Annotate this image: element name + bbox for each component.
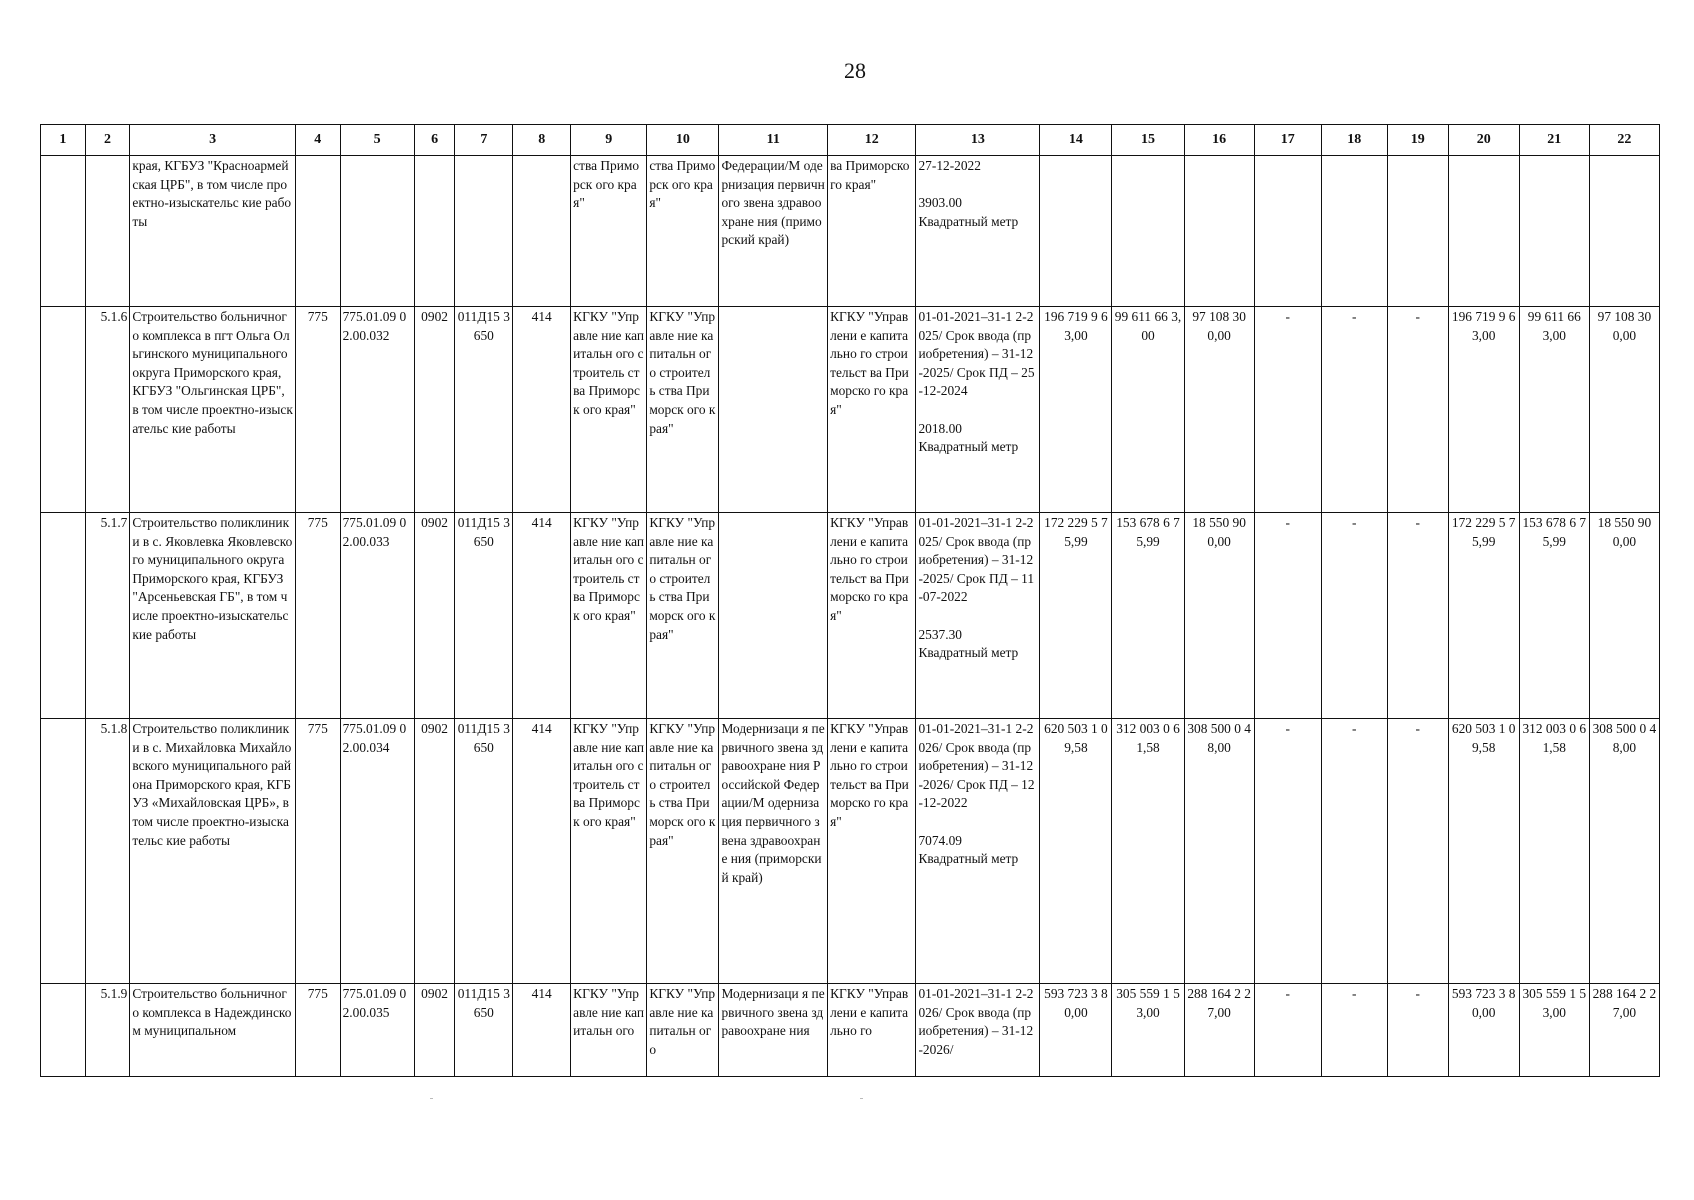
cell-col-19: - [1387, 719, 1448, 984]
column-header-1: 1 [41, 125, 86, 156]
column-header-5: 5 [340, 125, 414, 156]
cell-col-20: 593 723 3 80,00 [1448, 984, 1519, 1077]
cell-col-13: 01-01-2021–31-1 2-2026/ Срок ввода (приобретения) – 31-12-2026/ Срок ПД – 12-12-2022 7074.09 Квадратный метр [916, 719, 1040, 984]
cell-col-14: 593 723 3 80,00 [1040, 984, 1112, 1077]
cell-col-3: края, КГБУЗ "Красноармейская ЦРБ", в том числе проектно-изыскательс кие работы [130, 156, 296, 307]
cell-col-9: ства Приморск ого края" [571, 156, 647, 307]
cell-col-11: Модернизаци я первичного звена здравоохране ния [719, 984, 828, 1077]
cell-col-11: Федерации/М одернизация первичного звена здравоохране ния (приморский край) [719, 156, 828, 307]
cell-col-17: - [1254, 307, 1321, 513]
cell-col-3: Строительство поликлиники в с. Михайловка Михайловского муниципального района Приморского края, КГБУЗ «Михайловская ЦРБ», в том числе проектно-изыскательс кие работы [130, 719, 296, 984]
cell-col-19 [1387, 156, 1448, 307]
column-header-7: 7 [455, 125, 513, 156]
table-row [41, 307, 1660, 513]
cell-col-16: 18 550 90 0,00 [1184, 513, 1254, 719]
cell-col-9: КГКУ "Управле ние капитальн ого строитель ства Приморск ого края" [571, 513, 647, 719]
cell-col-8 [513, 156, 571, 307]
cell-col-19: - [1387, 513, 1448, 719]
cell-col-8: 414 [513, 719, 571, 984]
cell-col-21 [1519, 156, 1589, 307]
cell-col-3: Строительство больничного комплекса в пгт Ольга Ольгинского муниципального округа Приморского края, КГБУЗ "Ольгинская ЦРБ", в том числе проектно-изыскательс кие работы [130, 307, 296, 513]
cell-col-9: КГКУ "Управле ние капитальн ого строитель ства Приморск ого края" [571, 719, 647, 984]
column-header-20: 20 [1448, 125, 1519, 156]
cell-col-13: 01-01-2021–31-1 2-2026/ Срок ввода (приобретения) – 31-12-2026/ [916, 984, 1040, 1077]
table-row [41, 984, 1660, 1077]
cell-col-2: 5.1.6 [85, 307, 130, 513]
cell-col-18 [1321, 156, 1387, 307]
cell-col-18: - [1321, 307, 1387, 513]
cell-col-21: 99 611 66 3,00 [1519, 307, 1589, 513]
cell-col-7: 011Д15 3650 [455, 513, 513, 719]
cell-col-7: 011Д15 3650 [455, 719, 513, 984]
cell-col-8: 414 [513, 307, 571, 513]
scan-mark [430, 1098, 433, 1099]
table-row [41, 156, 1660, 307]
cell-col-13: 01-01-2021–31-1 2-2025/ Срок ввода (приобретения) – 31-12-2025/ Срок ПД – 11-07-2022 2537.30 Квадратный метр [916, 513, 1040, 719]
cell-col-18: - [1321, 984, 1387, 1077]
cell-col-6: 0902 [414, 984, 455, 1077]
cell-col-12: КГКУ "Управлени е капитально го строительст ва Приморско го края" [828, 513, 916, 719]
cell-col-7 [455, 156, 513, 307]
cell-col-20: 620 503 1 09,58 [1448, 719, 1519, 984]
cell-col-18: - [1321, 513, 1387, 719]
cell-col-15: 99 611 66 3,00 [1112, 307, 1184, 513]
cell-col-20: 172 229 5 75,99 [1448, 513, 1519, 719]
cell-col-1 [41, 307, 86, 513]
cell-col-11: Модернизаци я первичного звена здравоохране ния Российской Федерации/М одернизация первичного звена здравоохране ния (приморский край) [719, 719, 828, 984]
cell-col-8: 414 [513, 513, 571, 719]
cell-col-12: КГКУ "Управлени е капитально го строительст ва Приморско го края" [828, 719, 916, 984]
cell-col-1 [41, 513, 86, 719]
cell-col-5: 775.01.09 02.00.034 [340, 719, 414, 984]
column-header-21: 21 [1519, 125, 1589, 156]
cell-col-17: - [1254, 513, 1321, 719]
cell-col-1 [41, 984, 86, 1077]
cell-col-22: 18 550 90 0,00 [1589, 513, 1659, 719]
column-header-17: 17 [1254, 125, 1321, 156]
column-header-16: 16 [1184, 125, 1254, 156]
cell-col-6: 0902 [414, 307, 455, 513]
cell-col-19: - [1387, 984, 1448, 1077]
cell-col-22: 288 164 2 27,00 [1589, 984, 1659, 1077]
cell-col-10: КГКУ "Управле ние капитальн ого строитель ства Приморск ого края" [647, 719, 719, 984]
cell-col-5: 775.01.09 02.00.032 [340, 307, 414, 513]
cell-col-4: 775 [295, 719, 340, 984]
page-number: 28 [844, 58, 866, 83]
cell-col-12: КГКУ "Управлени е капитально го [828, 984, 916, 1077]
cell-col-6: 0902 [414, 719, 455, 984]
cell-col-12: ва Приморско го края" [828, 156, 916, 307]
cell-col-17: - [1254, 984, 1321, 1077]
cell-col-6 [414, 156, 455, 307]
column-header-14: 14 [1040, 125, 1112, 156]
cell-col-16: 288 164 2 27,00 [1184, 984, 1254, 1077]
cell-col-2: 5.1.8 [85, 719, 130, 984]
cell-col-3: Строительство больничного комплекса в Надеждинском муниципальном [130, 984, 296, 1077]
cell-col-15: 153 678 6 75,99 [1112, 513, 1184, 719]
cell-col-8: 414 [513, 984, 571, 1077]
cell-col-14 [1040, 156, 1112, 307]
table-row [41, 719, 1660, 984]
cell-col-17: - [1254, 719, 1321, 984]
scan-mark [860, 1098, 863, 1099]
cell-col-20 [1448, 156, 1519, 307]
cell-col-19: - [1387, 307, 1448, 513]
cell-col-1 [41, 719, 86, 984]
column-header-12: 12 [828, 125, 916, 156]
cell-col-22: 97 108 30 0,00 [1589, 307, 1659, 513]
cell-col-4: 775 [295, 307, 340, 513]
cell-col-4 [295, 156, 340, 307]
cell-col-16 [1184, 156, 1254, 307]
cell-col-2 [85, 156, 130, 307]
cell-col-10: КГКУ "Управле ние капитальн ого строитель ства Приморск ого края" [647, 307, 719, 513]
cell-col-2: 5.1.9 [85, 984, 130, 1077]
cell-col-4: 775 [295, 513, 340, 719]
table-row [41, 513, 1660, 719]
cell-col-21: 312 003 0 61,58 [1519, 719, 1589, 984]
column-header-9: 9 [571, 125, 647, 156]
cell-col-5: 775.01.09 02.00.035 [340, 984, 414, 1077]
data-table [40, 124, 1660, 1077]
cell-col-14: 196 719 9 63,00 [1040, 307, 1112, 513]
cell-col-10: КГКУ "Управле ние капитальн ого строитель ства Приморск ого края" [647, 513, 719, 719]
cell-col-18: - [1321, 719, 1387, 984]
cell-col-6: 0902 [414, 513, 455, 719]
column-header-22: 22 [1589, 125, 1659, 156]
cell-col-14: 620 503 1 09,58 [1040, 719, 1112, 984]
column-header-6: 6 [414, 125, 455, 156]
column-header-8: 8 [513, 125, 571, 156]
cell-col-15: 305 559 1 53,00 [1112, 984, 1184, 1077]
cell-col-22 [1589, 156, 1659, 307]
cell-col-12: КГКУ "Управлени е капитально го строительст ва Приморско го края" [828, 307, 916, 513]
cell-col-13: 27-12-2022 3903.00 Квадратный метр [916, 156, 1040, 307]
cell-col-10: КГКУ "Управле ние капитальн ого [647, 984, 719, 1077]
cell-col-11 [719, 307, 828, 513]
column-header-4: 4 [295, 125, 340, 156]
column-header-19: 19 [1387, 125, 1448, 156]
cell-col-3: Строительство поликлиники в с. Яковлевка Яковлевского муниципального округа Приморского края, КГБУЗ "Арсеньевская ГБ", в том числе проектно-изыскательс кие работы [130, 513, 296, 719]
column-header-13: 13 [916, 125, 1040, 156]
cell-col-16: 97 108 30 0,00 [1184, 307, 1254, 513]
cell-col-20: 196 719 9 63,00 [1448, 307, 1519, 513]
cell-col-13: 01-01-2021–31-1 2-2025/ Срок ввода (приобретения) – 31-12-2025/ Срок ПД – 25-12-2024 2018.00 Квадратный метр [916, 307, 1040, 513]
cell-col-15 [1112, 156, 1184, 307]
column-header-18: 18 [1321, 125, 1387, 156]
cell-col-1 [41, 156, 86, 307]
cell-col-4: 775 [295, 984, 340, 1077]
cell-col-21: 153 678 6 75,99 [1519, 513, 1589, 719]
cell-col-15: 312 003 0 61,58 [1112, 719, 1184, 984]
header-row [41, 125, 1660, 156]
cell-col-22: 308 500 0 48,00 [1589, 719, 1659, 984]
cell-col-17 [1254, 156, 1321, 307]
cell-col-5 [340, 156, 414, 307]
column-header-11: 11 [719, 125, 828, 156]
cell-col-5: 775.01.09 02.00.033 [340, 513, 414, 719]
cell-col-10: ства Приморск ого края" [647, 156, 719, 307]
cell-col-7: 011Д15 3650 [455, 984, 513, 1077]
cell-col-9: КГКУ "Управле ние капитальн ого [571, 984, 647, 1077]
column-header-2: 2 [85, 125, 130, 156]
cell-col-7: 011Д15 3650 [455, 307, 513, 513]
cell-col-21: 305 559 1 53,00 [1519, 984, 1589, 1077]
cell-col-2: 5.1.7 [85, 513, 130, 719]
cell-col-11 [719, 513, 828, 719]
column-header-3: 3 [130, 125, 296, 156]
cell-col-9: КГКУ "Управле ние капитальн ого строитель ства Приморск ого края" [571, 307, 647, 513]
column-header-15: 15 [1112, 125, 1184, 156]
cell-col-16: 308 500 0 48,00 [1184, 719, 1254, 984]
table-body [41, 156, 1660, 1077]
cell-col-14: 172 229 5 75,99 [1040, 513, 1112, 719]
column-header-10: 10 [647, 125, 719, 156]
